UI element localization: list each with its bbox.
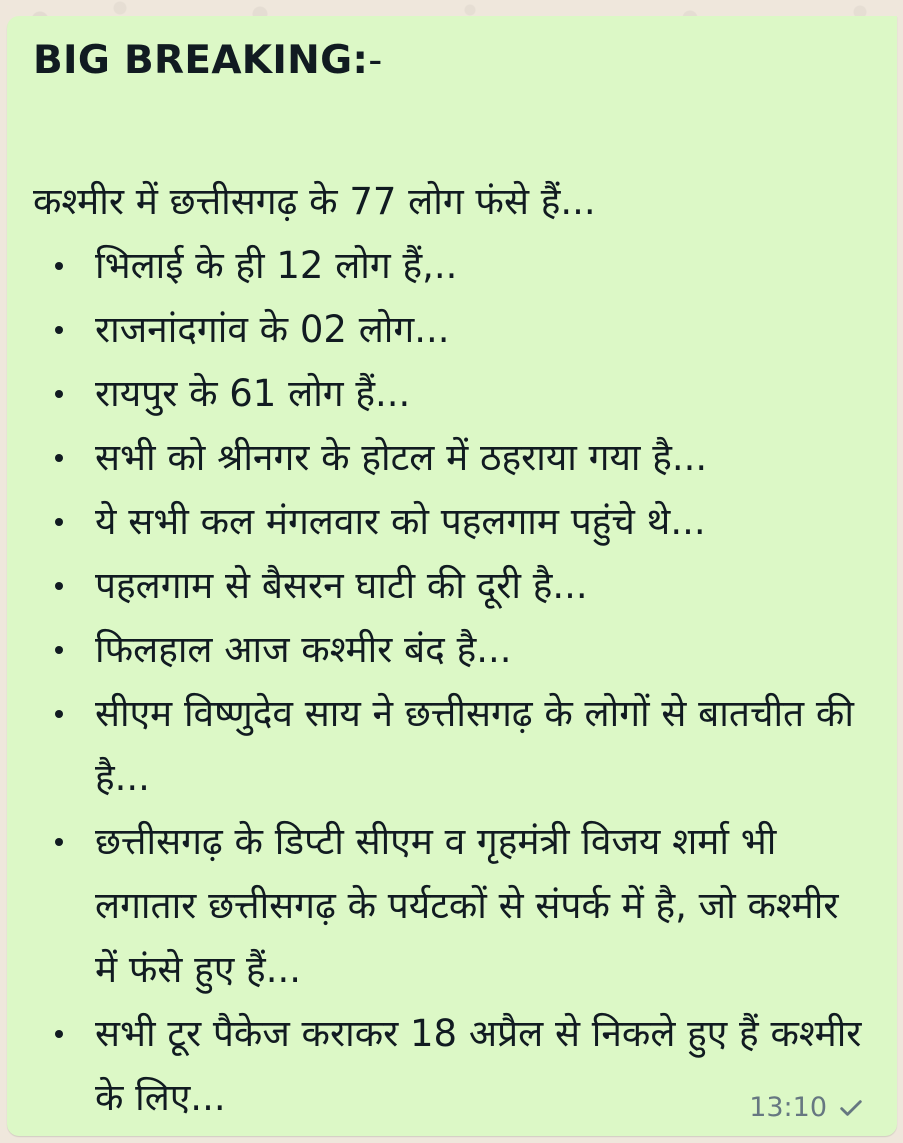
message-point-2: राजनांदगांव के 02 लोग...: [33, 298, 867, 362]
message-title-prefix: BIG BREAKING:: [33, 38, 369, 83]
message-meta: [749, 1092, 865, 1124]
message-point-3: रायपुर के 61 लोग हैं...: [33, 362, 867, 426]
message-point-9: छत्तीसगढ़ के डिप्टी सीएम व गृहमंत्री विजय शर्मा भी लगातार छत्तीसगढ़ के पर्यटकों से संपर्क में है, जो कश्मीर में फंसे हुए हैं...: [33, 810, 867, 1002]
message-intro: कश्मीर में छत्तीसगढ़ के 77 लोग फंसे हैं...: [33, 180, 596, 223]
message-point-1: भिलाई के ही 12 लोग हैं,..: [33, 234, 867, 298]
message-point-4: सभी को श्रीनगर के होटल में ठहराया गया है...: [33, 426, 867, 490]
message-bubble[interactable]: [7, 16, 897, 1136]
message-point-5: ये सभी कल मंगलवार को पहलगाम पहुंचे थे...: [33, 490, 867, 554]
message-title-suffix: -: [368, 38, 383, 83]
message-point-6: पहलगाम से बैसरन घाटी की दूरी है...: [33, 554, 867, 618]
message-points-list: [33, 234, 867, 1130]
message-point-10: सभी टूर पैकेज कराकर 18 अप्रैल से निकले हुए हैं कश्मीर के लिए...: [33, 1002, 867, 1130]
message-point-7: फिलहाल आज कश्मीर बंद है...: [33, 618, 867, 682]
single-check-icon: [837, 1094, 865, 1122]
message-title: [33, 38, 867, 84]
message-point-8: सीएम विष्णुदेव साय ने छत्तीसगढ़ के लोगों से बातचीत की है...: [33, 682, 867, 810]
message-time: 13:10: [749, 1092, 827, 1123]
